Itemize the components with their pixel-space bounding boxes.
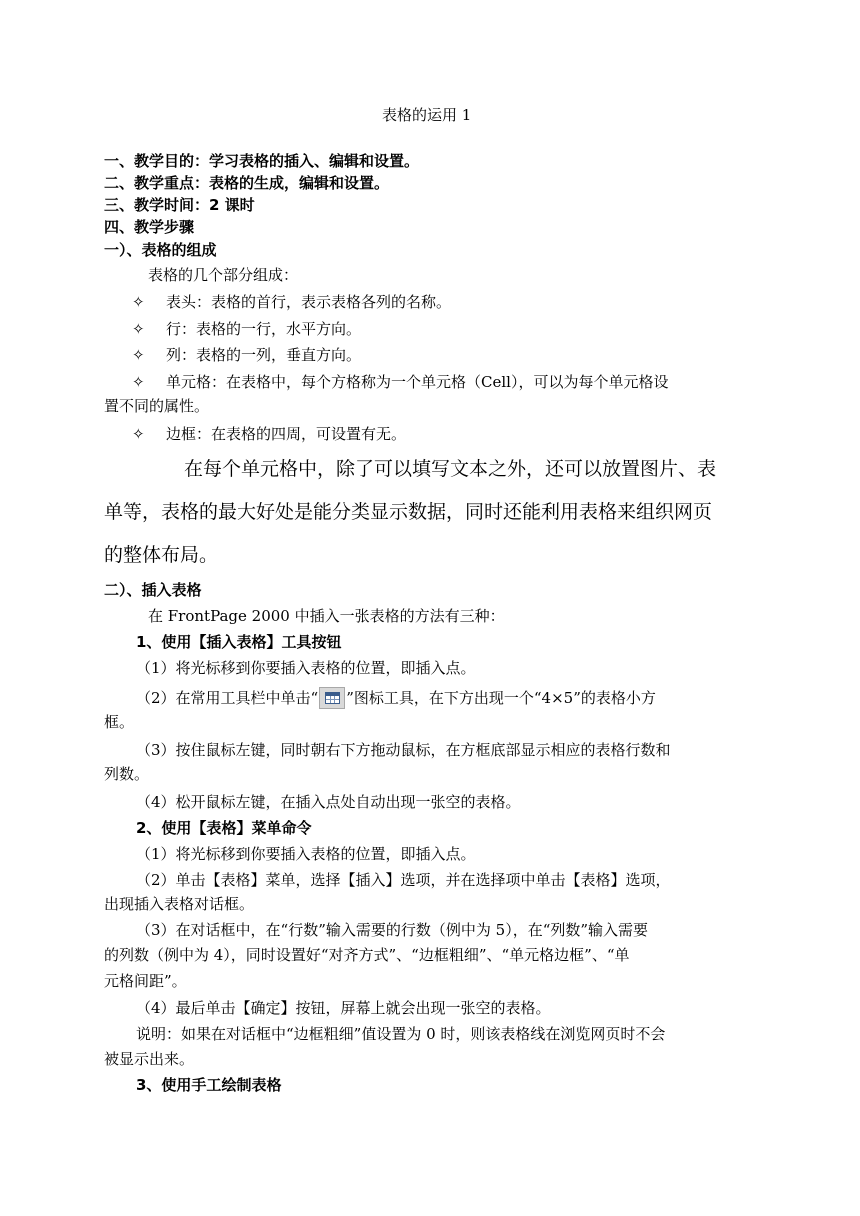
step-line: （1）将光标移到你要插入表格的位置，即插入点。 <box>136 845 476 863</box>
note-continuation: 被显示出来。 <box>104 1050 195 1068</box>
steps-line: 四、教学步骤 <box>104 218 195 236</box>
section-intro: 在 FrontPage 2000 中插入一张表格的方法有三种： <box>148 607 505 625</box>
time-line: 三、教学时间：2 课时 <box>104 196 255 214</box>
bullet-icon: ✧ <box>132 320 145 338</box>
list-item: 行：表格的一行，水平方向。 <box>166 320 362 338</box>
step-line: （1）将光标移到你要插入表格的位置，即插入点。 <box>136 659 476 677</box>
step-line: （3）按住鼠标左键，同时朝右下方拖动鼠标，在方框底部显示相应的表格行数和 <box>136 741 671 759</box>
objective-line: 一、教学目的：学习表格的插入、编辑和设置。 <box>104 152 420 170</box>
list-item: 单元格：在表格中，每个方格称为一个单元格（Cell），可以为每个单元格设 <box>166 373 669 391</box>
method-heading: 1、使用【插入表格】工具按钮 <box>136 633 342 651</box>
step-continuation: 出现插入表格对话框。 <box>104 895 255 913</box>
list-item: 表头：表格的首行，表示表格各列的名称。 <box>166 293 452 311</box>
step-continuation: 的列数（例中为 4），同时设置好“对齐方式”、“边框粗细”、“单元格边框”、“单 <box>104 946 630 964</box>
note-line: 说明：如果在对话框中“边框粗细”值设置为 0 时，则该表格线在浏览网页时不会 <box>136 1025 666 1043</box>
step-continuation: 元格间距”。 <box>104 972 187 990</box>
step-line: （4）最后单击【确定】按钮，屏幕上就会出现一张空的表格。 <box>136 999 551 1017</box>
section-intro: 表格的几个部分组成： <box>148 266 299 284</box>
page-title: 表格的运用 1 <box>382 106 472 124</box>
step-line <box>136 687 656 709</box>
focus-line: 二、教学重点：表格的生成，编辑和设置。 <box>104 174 390 192</box>
step-line: （4）松开鼠标左键，在插入点处自动出现一张空的表格。 <box>136 793 521 811</box>
step-line: （2）单击【表格】菜单，选择【插入】选项，并在选择项中单击【表格】选项， <box>136 871 671 889</box>
method-heading: 2、使用【表格】菜单命令 <box>136 819 312 837</box>
list-item: 列：表格的一列，垂直方向。 <box>166 346 362 364</box>
step-continuation: 框。 <box>104 713 135 731</box>
step-continuation: 列数。 <box>104 765 150 783</box>
bullet-icon: ✧ <box>132 373 145 391</box>
bullet-icon: ✧ <box>132 346 145 364</box>
insert-table-icon <box>319 687 345 709</box>
bullet-icon: ✧ <box>132 293 145 311</box>
paragraph-line: 单等，表格的最大好处是能分类显示数据，同时还能利用表格来组织网页 <box>104 501 713 523</box>
list-item: 边框：在表格的四周，可设置有无。 <box>166 425 407 443</box>
step-text: ”图标工具，在下方出现一个“4×5”的表格小方 <box>346 689 656 707</box>
bullet-icon: ✧ <box>132 425 145 443</box>
section-heading: 二）、插入表格 <box>104 581 202 599</box>
paragraph-line: 的整体布局。 <box>104 544 219 566</box>
paragraph-line: 在每个单元格中，除了可以填写文本之外，还可以放置图片、表 <box>184 458 717 480</box>
section-heading: 一）、表格的组成 <box>104 241 217 259</box>
method-heading: 3、使用手工绘制表格 <box>136 1076 282 1094</box>
step-line: （3）在对话框中，在“行数”输入需要的行数（例中为 5），在“列数”输入需要 <box>136 921 649 939</box>
step-text: （2）在常用工具栏中单击“ <box>136 689 319 707</box>
list-item-continuation: 置不同的属性。 <box>104 397 210 415</box>
